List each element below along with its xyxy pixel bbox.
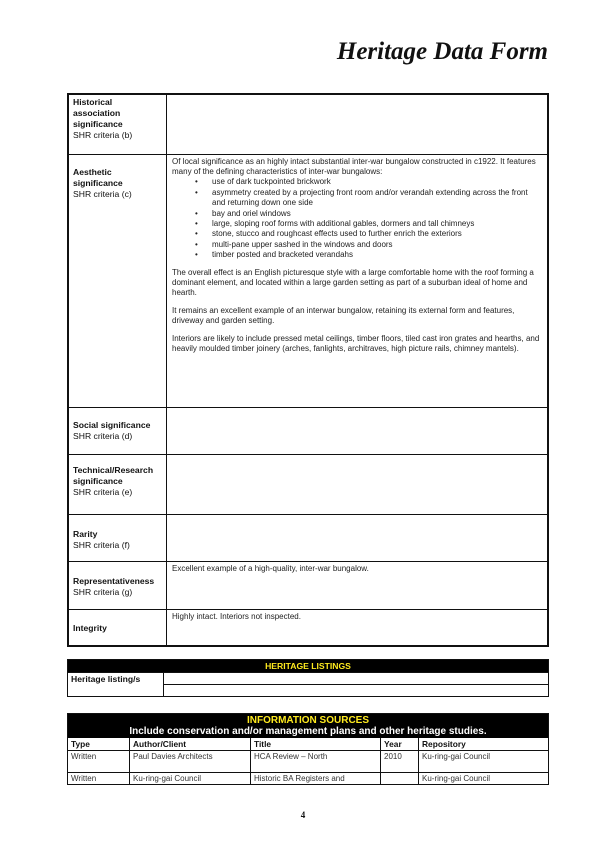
- value-integrity: [167, 609, 549, 646]
- significance-table: [67, 93, 549, 647]
- cell-repository: Ku-ring-gai Council: [419, 773, 549, 785]
- aesthetic-paragraph: It remains an excellent example of an interwar bungalow, retaining its external form and features, driveway and garden setting.: [172, 305, 515, 326]
- list-item: • stone, stucco and roughcast effects used to further enrich the exteriors: [212, 229, 542, 239]
- sources-subtitle: Include conservation and/or management plans and other heritage studies.: [129, 726, 487, 737]
- cell-repository: Ku-ring-gai Council: [419, 751, 549, 773]
- heading-line: Historical: [73, 97, 113, 107]
- table-row: [68, 751, 549, 773]
- cell-author: Ku-ring-gai Council: [130, 773, 251, 785]
- value-social: [167, 407, 549, 454]
- heritage-listing-cell: [164, 685, 549, 697]
- value-technical: [167, 454, 549, 514]
- aesthetic-paragraph: Interiors are likely to include pressed metal ceilings, timber floors, tiled cast iron grates and hearths, and heavily moulded timber joinery (arches, fanlights, architraves, high picture rails, chimney mantels).: [172, 333, 540, 353]
- label-historical: [68, 94, 167, 154]
- value-aesthetic: [167, 154, 549, 407]
- cell-type: Written: [68, 751, 130, 773]
- row-social: [68, 407, 548, 454]
- heading-line: Integrity: [73, 622, 107, 633]
- col-year: Year: [381, 738, 419, 751]
- information-sources-band: [68, 714, 549, 739]
- heading-line: significance: [73, 119, 123, 129]
- label-representativeness: [68, 561, 167, 609]
- heading-line: association: [73, 108, 121, 118]
- heading-line: significance: [73, 475, 123, 486]
- criteria-ref: SHR criteria (b): [73, 130, 133, 140]
- criteria-ref: SHR criteria (d): [73, 430, 133, 441]
- value-rarity: [167, 514, 549, 561]
- table-row: [68, 773, 549, 785]
- cell-author: Paul Davies Architects: [130, 751, 251, 773]
- row-representativeness: [68, 561, 548, 609]
- integrity-text: Highly intact. Interiors not inspected.: [172, 611, 301, 621]
- aesthetic-paragraph: The overall effect is an English picturesque style with a large comfortable home with the roof forming a dominant element, and located within a large garden setting as part of a suburban ideal of home and hearth.: [172, 267, 534, 298]
- representativeness-text: Excellent example of a high-quality, inter-war bungalow.: [172, 563, 369, 573]
- cell-type: Written: [68, 773, 130, 785]
- label-aesthetic: [68, 154, 167, 407]
- col-repository: Repository: [419, 738, 549, 751]
- page-title: Heritage Data Form: [336, 38, 548, 65]
- list-item: • large, sloping roof forms with additional gables, dormers and tall chimneys: [212, 219, 542, 229]
- page-number: 4: [300, 810, 306, 820]
- cell-year: 2010: [381, 751, 419, 773]
- sources-header-row: [68, 738, 549, 751]
- criteria-ref: SHR criteria (f): [73, 539, 130, 550]
- row-aesthetic: [68, 154, 548, 407]
- heritage-listing-cell: [164, 673, 549, 685]
- heritage-listing-label: Heritage listing/s: [68, 673, 164, 697]
- row-historical: [68, 94, 548, 154]
- list-item: • timber posted and bracketed verandahs: [212, 250, 542, 260]
- criteria-ref: SHR criteria (g): [73, 586, 133, 597]
- heading-line: Technical/Research: [73, 464, 154, 475]
- list-item: • multi-pane upper sashed in the windows and doors: [212, 240, 542, 250]
- label-rarity: [68, 514, 167, 561]
- row-integrity: [68, 609, 548, 646]
- col-type: Type: [68, 738, 130, 751]
- heading-line: Representativeness: [73, 575, 155, 586]
- list-item: • asymmetry created by a projecting front room and/or verandah extending across the front and returning down one side: [212, 188, 542, 209]
- label-technical: [68, 454, 167, 514]
- heading-line: Aesthetic: [73, 166, 112, 177]
- col-author: Author/Client: [130, 738, 251, 751]
- cell-year: [381, 773, 419, 785]
- aesthetic-intro: Of local significance as an highly intact substantial inter-war bungalow constructed in c1922. It features many of the defining characteristics of inter-war bungalows:: [172, 156, 536, 176]
- value-historical: [167, 94, 549, 154]
- cell-title: HCA Review – North: [251, 751, 381, 773]
- col-title: Title: [251, 738, 381, 751]
- information-sources-table: [67, 713, 549, 785]
- characteristics-list: [172, 177, 542, 260]
- heading-line: Social significance: [73, 419, 151, 430]
- cell-title: Historic BA Registers and: [251, 773, 381, 785]
- label-social: [68, 407, 167, 454]
- list-item: • use of dark tuckpointed brickwork: [212, 177, 542, 187]
- heading-line: significance: [73, 177, 123, 188]
- criteria-ref: SHR criteria (e): [73, 486, 133, 497]
- heritage-listings-band: HERITAGE LISTINGS: [68, 660, 549, 673]
- sources-title: INFORMATION SOURCES: [246, 715, 370, 726]
- heading-line: Rarity: [73, 528, 98, 539]
- row-rarity: [68, 514, 548, 561]
- list-item: • bay and oriel windows: [212, 209, 542, 219]
- label-integrity: [68, 609, 167, 646]
- criteria-ref: SHR criteria (c): [73, 188, 132, 199]
- value-representativeness: [167, 561, 549, 609]
- heritage-listings-table: [67, 659, 549, 697]
- row-technical: [68, 454, 548, 514]
